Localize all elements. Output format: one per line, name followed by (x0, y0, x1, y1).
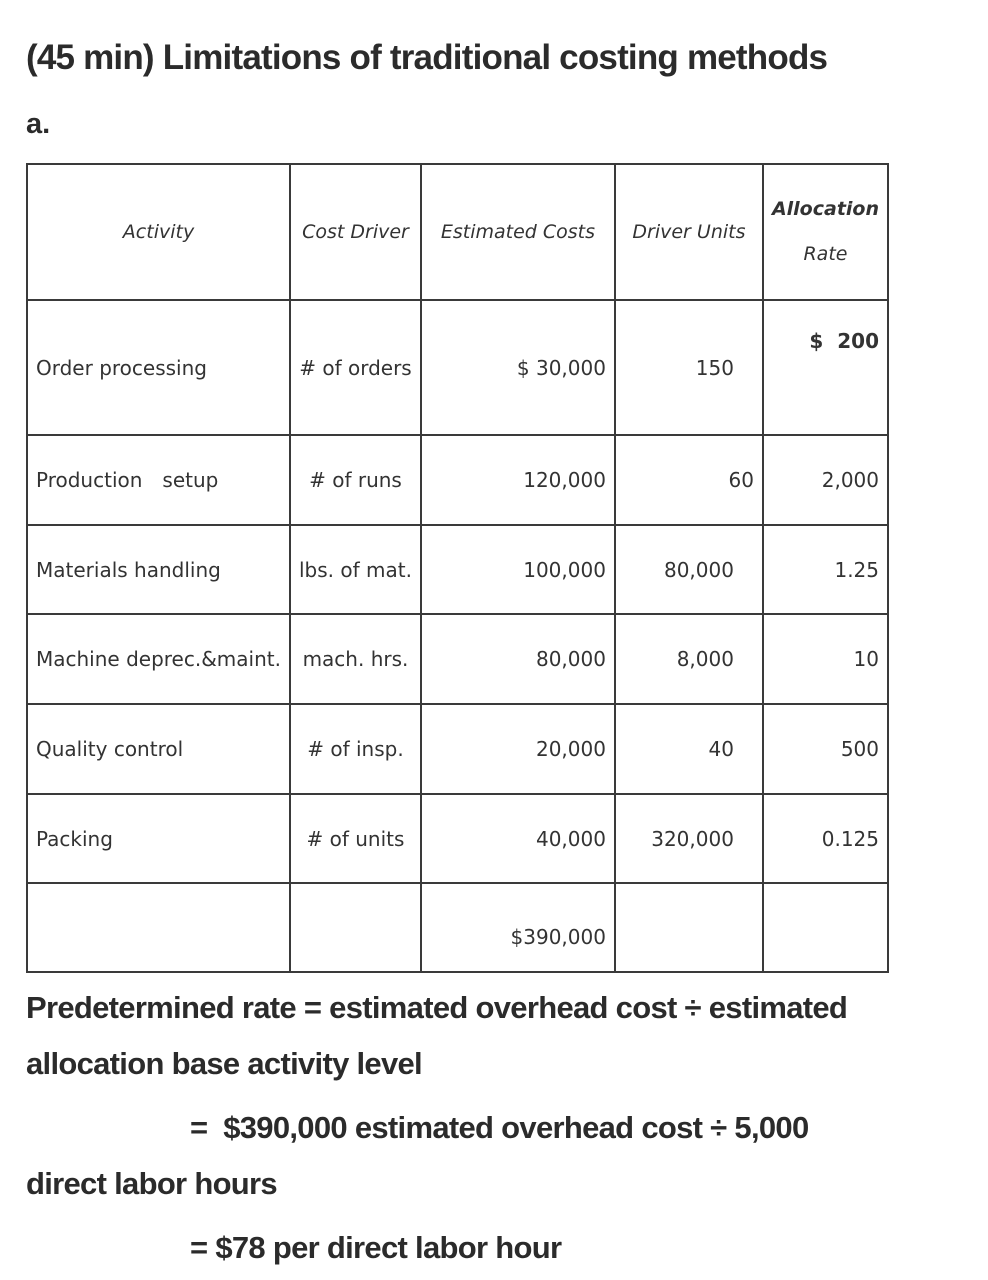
page-title: (45 min) Limitations of traditional costing methods (26, 38, 828, 77)
activity-cost-table (26, 163, 889, 973)
table-row (27, 300, 888, 435)
cell-driver-units: 320,000 (615, 794, 763, 883)
cell-activity: Packing (27, 794, 290, 883)
cell-cost-driver: # of runs (290, 435, 421, 525)
formula-line-1: Predetermined rate = estimated overhead cost ÷ estimated (26, 990, 848, 1025)
cell-empty (27, 883, 290, 972)
cell-activity-word2: setup (162, 468, 219, 492)
table-row (27, 435, 888, 525)
cell-estimated-costs: 40,000 (421, 794, 615, 883)
header-activity: Activity (27, 164, 290, 300)
cell-empty (615, 883, 763, 972)
table-row (27, 525, 888, 614)
cell-activity: Machine deprec.&maint. (27, 614, 290, 704)
cell-allocation-rate: 10 (763, 614, 888, 704)
cell-estimated-costs: 20,000 (421, 704, 615, 794)
formula-line-3: = $390,000 estimated overhead cost ÷ 5,000 (190, 1110, 809, 1145)
cell-allocation-rate: 2,000 (763, 435, 888, 525)
header-driver-units: Driver Units (615, 164, 763, 300)
cell-activity-word1: Production (36, 468, 143, 492)
formula-line-4: direct labor hours (26, 1166, 277, 1201)
table-total-row (27, 883, 888, 972)
cell-driver-units: 80,000 (615, 525, 763, 614)
cell-cost-driver: # of units (290, 794, 421, 883)
cell-activity: Quality control (27, 704, 290, 794)
table-row (27, 704, 888, 794)
cell-cost-driver: # of insp. (290, 704, 421, 794)
cell-activity: Materials handling (27, 525, 290, 614)
part-label: a. (26, 108, 51, 140)
cell-driver-units: 40 (615, 704, 763, 794)
table-row (27, 794, 888, 883)
cell-activity: Order processing (27, 300, 290, 435)
cell-allocation-rate: $ 200 (763, 300, 888, 435)
cell-cost-driver: mach. hrs. (290, 614, 421, 704)
header-allocation-rate-line1: Allocation (771, 198, 879, 220)
header-allocation-rate (763, 164, 888, 300)
cell-driver-units: 150 (615, 300, 763, 435)
table-header-row (27, 164, 888, 300)
header-estimated-costs: Estimated Costs (421, 164, 615, 300)
cell-estimated-costs: 120,000 (421, 435, 615, 525)
cell-empty (763, 883, 888, 972)
formula-line-2: allocation base activity level (26, 1046, 422, 1081)
header-allocation-rate-line2: Rate (803, 243, 848, 265)
cell-activity (27, 435, 290, 525)
header-cost-driver: Cost Driver (290, 164, 421, 300)
cell-cost-driver: lbs. of mat. (290, 525, 421, 614)
cell-cost-driver: # of orders (290, 300, 421, 435)
cell-empty (290, 883, 421, 972)
cell-allocation-rate: 0.125 (763, 794, 888, 883)
cell-estimated-costs: 80,000 (421, 614, 615, 704)
cell-estimated-costs: $ 30,000 (421, 300, 615, 435)
cell-total-costs: $390,000 (421, 883, 615, 972)
table-row (27, 614, 888, 704)
cell-driver-units: 60 (615, 435, 763, 525)
formula-line-5: = $78 per direct labor hour (190, 1230, 562, 1265)
cell-allocation-rate: 1.25 (763, 525, 888, 614)
cell-driver-units: 8,000 (615, 614, 763, 704)
cell-allocation-rate: 500 (763, 704, 888, 794)
cell-estimated-costs: 100,000 (421, 525, 615, 614)
